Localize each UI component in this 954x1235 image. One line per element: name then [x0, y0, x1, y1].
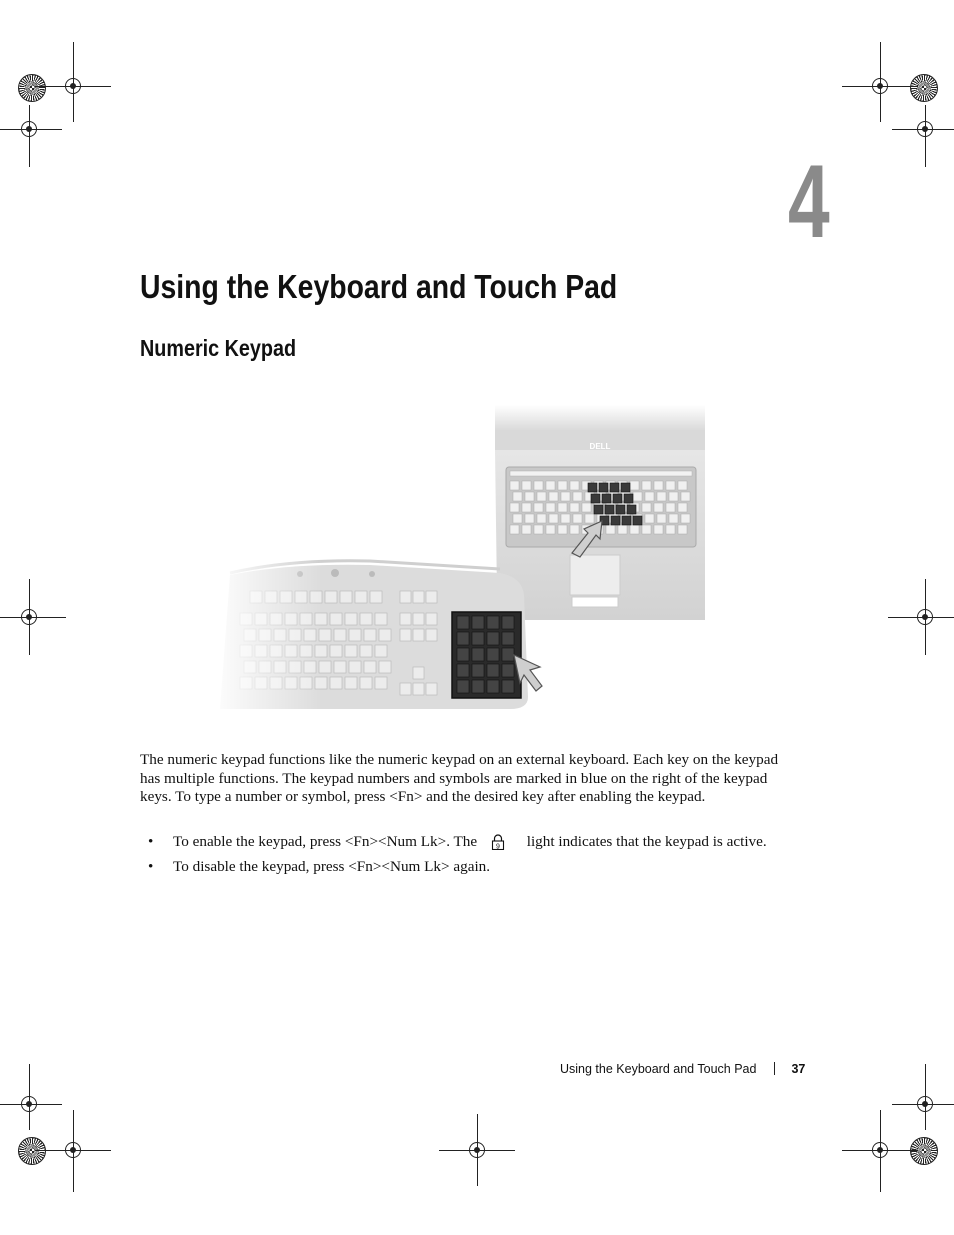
bullet-text-before-icon: To enable the keypad, press <Fn><Num Lk>. The [173, 833, 478, 850]
bullet-text-after-icon: light indicates that the keypad is active. [526, 833, 767, 850]
list-item: • To disable the keypad, press <Fn><Num Lk> again. [148, 858, 491, 875]
footer-separator [774, 1062, 775, 1075]
num-lock-light-icon [491, 834, 505, 850]
registration-star-bottom-left [18, 1137, 46, 1165]
registration-star-bottom-right [910, 1137, 938, 1165]
body-paragraph: The numeric keypad functions like the numeric keypad on an external keyboard. Each key on the keypad has multiple functions. The keypad numbers and symbols are marked in blue on the right of the keypad keys. To type a number or symbol, press <Fn> and the desired key after enabling the keypad. [140, 751, 779, 806]
section-heading: Numeric Keypad [140, 335, 297, 361]
svg-text:9: 9 [495, 843, 500, 850]
keyboard-illustration [210, 405, 710, 717]
bullet-text: To disable the keypad, press <Fn><Num Lk> again. [173, 858, 491, 875]
page-footer [560, 1062, 805, 1076]
chapter-number: 4 [788, 144, 830, 260]
external-keyboard-image [210, 555, 542, 715]
page-number: 37 [791, 1062, 806, 1076]
running-title: Using the Keyboard and Touch Pad [560, 1062, 757, 1076]
list-item: • To enable the keypad, press <Fn><Num Lk>. The 9 light indicates that the keypad is active. [148, 833, 767, 850]
registration-star-top-right [910, 74, 938, 102]
registration-star-top-left [18, 74, 46, 102]
page-title: Using the Keyboard and Touch Pad [140, 268, 618, 305]
bullet-list [140, 832, 800, 882]
